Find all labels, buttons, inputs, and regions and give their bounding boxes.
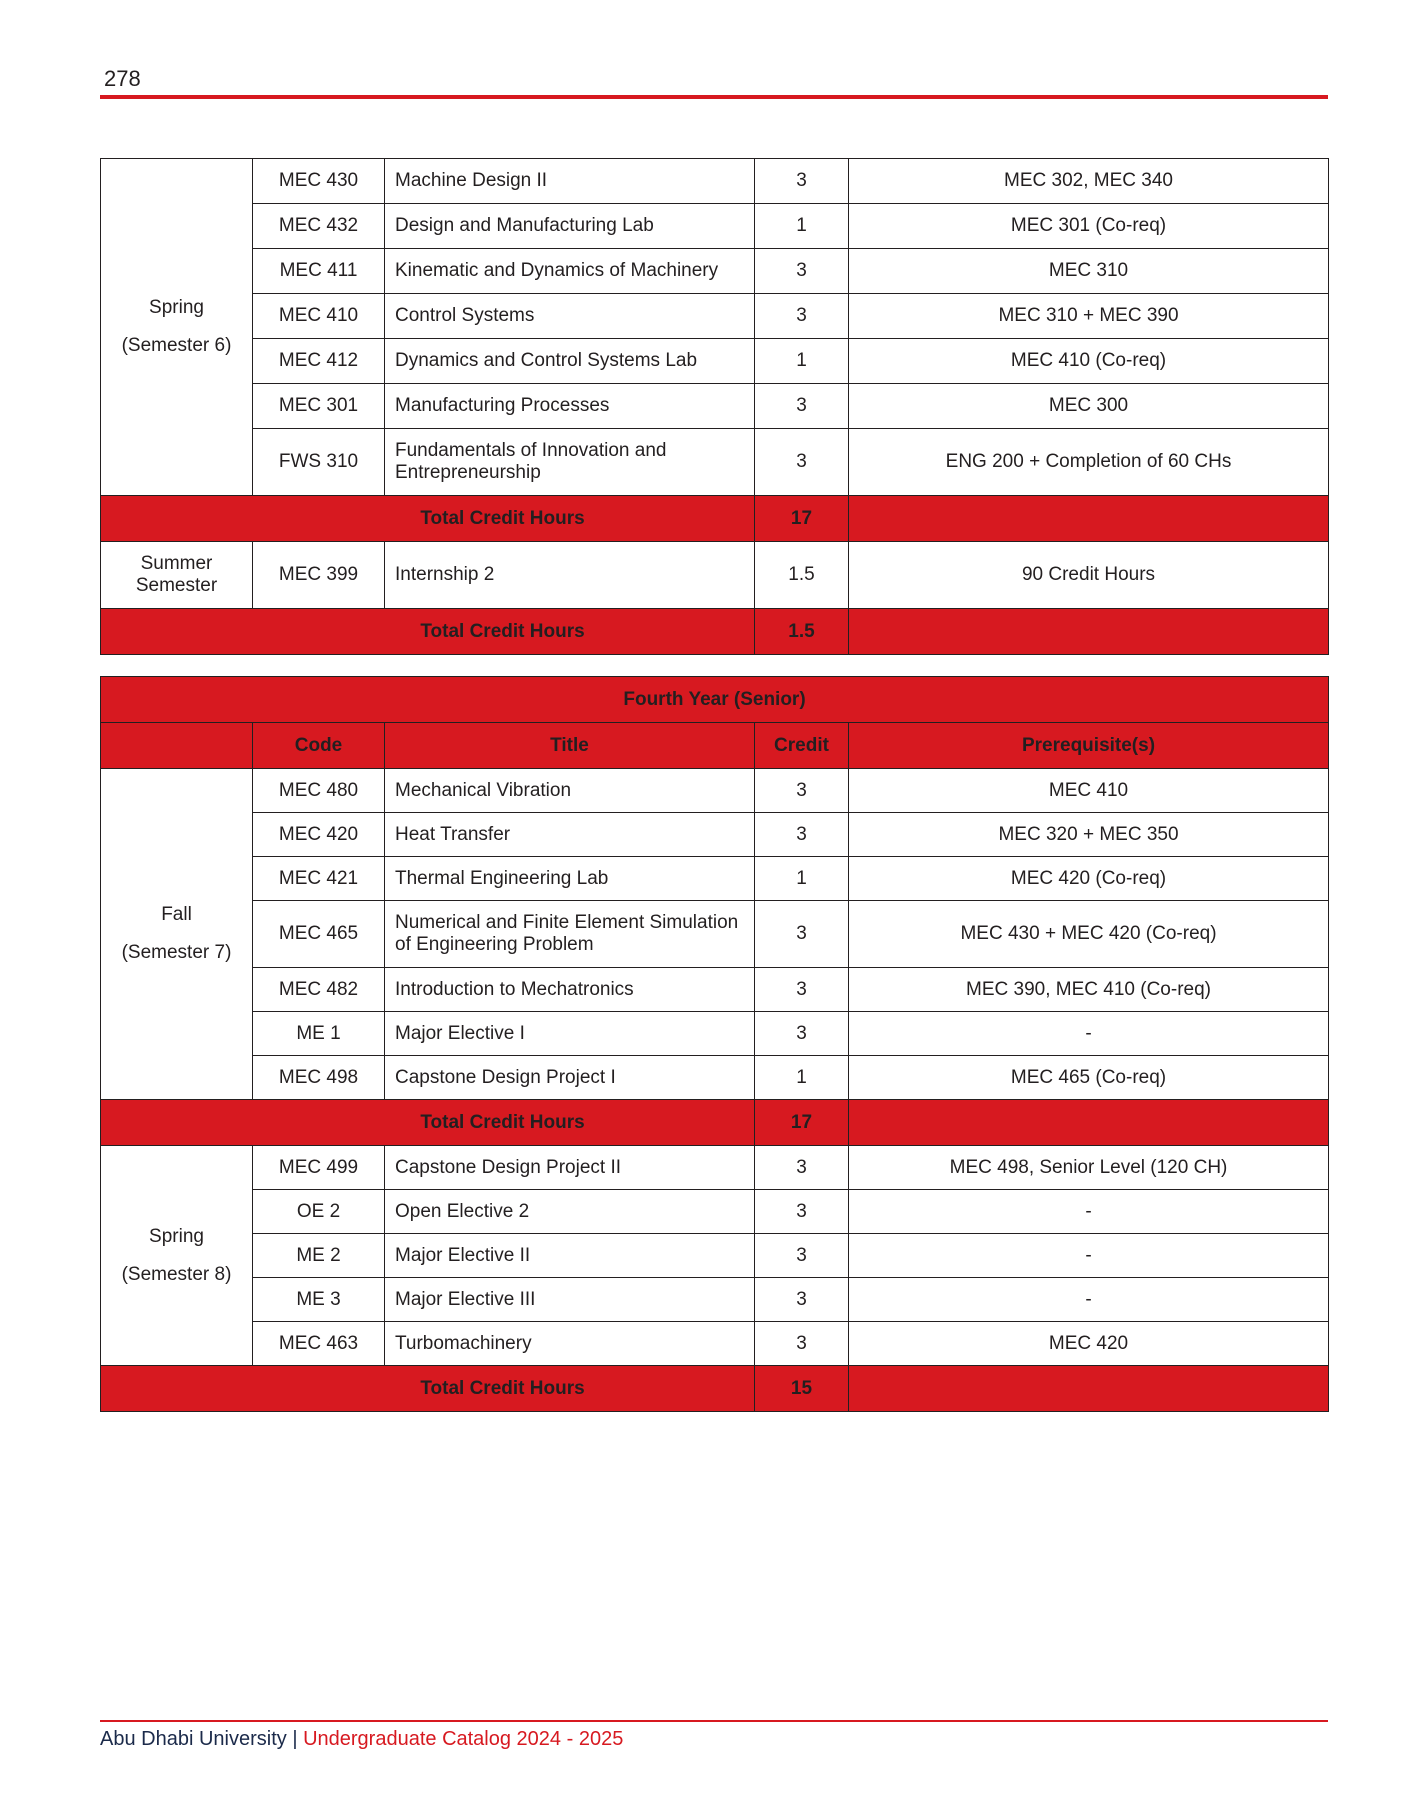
course-title: Turbomachinery [385,1322,755,1366]
year-title-row [101,677,1329,723]
course-code: MEC 301 [253,384,385,429]
course-title: Kinematic and Dynamics of Machinery [385,249,755,294]
footer-catalog: Undergraduate Catalog 2024 - 2025 [303,1728,624,1750]
header-code: Code [253,723,385,769]
course-prereq: MEC 430 + MEC 420 (Co-req) [849,901,1329,968]
total-label: Total Credit Hours [101,496,755,542]
course-prereq: MEC 310 + MEC 390 [849,294,1329,339]
course-prereq: 90 Credit Hours [849,542,1329,609]
course-code: MEC 430 [253,159,385,204]
header-credit: Credit [755,723,849,769]
total-value: 1.5 [755,609,849,655]
course-prereq: MEC 420 (Co-req) [849,857,1329,901]
spring-semester-8-rows [101,1146,1329,1366]
course-title: Thermal Engineering Lab [385,857,755,901]
course-code: MEC 465 [253,901,385,968]
course-prereq: - [849,1278,1329,1322]
course-code: MEC 432 [253,204,385,249]
course-credit: 3 [755,1012,849,1056]
table-row [101,1190,1329,1234]
course-code: MEC 399 [253,542,385,609]
course-title: Mechanical Vibration [385,769,755,813]
course-code: MEC 412 [253,339,385,384]
course-credit: 3 [755,968,849,1012]
course-prereq: MEC 320 + MEC 350 [849,813,1329,857]
table-row [101,159,1329,204]
course-credit: 3 [755,1190,849,1234]
total-row [101,1366,1329,1412]
total-row [101,496,1329,542]
course-prereq: ENG 200 + Completion of 60 CHs [849,429,1329,496]
course-title: Internship 2 [385,542,755,609]
course-prereq: MEC 301 (Co-req) [849,204,1329,249]
course-credit: 1 [755,857,849,901]
course-code: FWS 310 [253,429,385,496]
course-prereq: - [849,1190,1329,1234]
course-title: Dynamics and Control Systems Lab [385,339,755,384]
table-row [101,813,1329,857]
course-prereq: MEC 300 [849,384,1329,429]
course-title: Open Elective 2 [385,1190,755,1234]
semester-label: Spring (Semester 8) [101,1146,253,1366]
total-blank [849,609,1329,655]
total-row [101,609,1329,655]
course-title: Fundamentals of Innovation and Entrepreneurship [385,429,755,496]
table-row [101,1234,1329,1278]
course-title: Design and Manufacturing Lab [385,204,755,249]
course-prereq: MEC 410 [849,769,1329,813]
course-title: Major Elective III [385,1278,755,1322]
header-prereq: Prerequisite(s) [849,723,1329,769]
fall-semester-7-rows [101,769,1329,1100]
course-credit: 3 [755,249,849,294]
table-row [101,857,1329,901]
course-code: ME 3 [253,1278,385,1322]
semester-label: Fall (Semester 7) [101,769,253,1100]
course-code: MEC 411 [253,249,385,294]
course-title: Capstone Design Project II [385,1146,755,1190]
course-code: MEC 498 [253,1056,385,1100]
table-row [101,901,1329,968]
course-code: MEC 499 [253,1146,385,1190]
course-credit: 3 [755,429,849,496]
course-code: ME 1 [253,1012,385,1056]
course-credit: 3 [755,1146,849,1190]
course-prereq: MEC 310 [849,249,1329,294]
course-credit: 3 [755,1322,849,1366]
course-credit: 3 [755,159,849,204]
course-title: Heat Transfer [385,813,755,857]
semester-label: Spring (Semester 6) [101,159,253,496]
course-title: Capstone Design Project I [385,1056,755,1100]
table-row [101,429,1329,496]
total-blank [849,1366,1329,1412]
total-blank [849,496,1329,542]
course-code: OE 2 [253,1190,385,1234]
header-rule [100,95,1328,99]
table-row [101,968,1329,1012]
course-code: MEC 463 [253,1322,385,1366]
course-title: Control Systems [385,294,755,339]
course-title: Manufacturing Processes [385,384,755,429]
fourth-year-table [100,676,1329,1412]
course-credit: 1.5 [755,542,849,609]
course-prereq: MEC 390, MEC 410 (Co-req) [849,968,1329,1012]
course-credit: 1 [755,1056,849,1100]
course-title: Major Elective II [385,1234,755,1278]
footer [100,1728,623,1751]
course-prereq: MEC 420 [849,1322,1329,1366]
course-code: ME 2 [253,1234,385,1278]
third-year-continued-table [100,158,1329,655]
table-row [101,769,1329,813]
footer-university: Abu Dhabi University [100,1728,287,1750]
footer-rule [100,1720,1328,1722]
header-blank [101,723,253,769]
year-title: Fourth Year (Senior) [101,677,1329,723]
course-credit: 3 [755,1234,849,1278]
column-header-row [101,723,1329,769]
table-row [101,1278,1329,1322]
course-code: MEC 410 [253,294,385,339]
course-code: MEC 420 [253,813,385,857]
course-credit: 3 [755,769,849,813]
course-code: MEC 480 [253,769,385,813]
course-prereq: - [849,1012,1329,1056]
course-prereq: MEC 410 (Co-req) [849,339,1329,384]
total-label: Total Credit Hours [101,609,755,655]
page-number: 278 [104,66,141,91]
table-row [101,294,1329,339]
course-code: MEC 421 [253,857,385,901]
course-prereq: - [849,1234,1329,1278]
table-row [101,542,1329,609]
table-row [101,339,1329,384]
course-credit: 3 [755,1278,849,1322]
course-credit: 1 [755,204,849,249]
total-row [101,1100,1329,1146]
course-code: MEC 482 [253,968,385,1012]
course-prereq: MEC 302, MEC 340 [849,159,1329,204]
course-credit: 3 [755,813,849,857]
table-row [101,1012,1329,1056]
course-title: Major Elective I [385,1012,755,1056]
total-label: Total Credit Hours [101,1366,755,1412]
table-row [101,204,1329,249]
footer-separator: | [292,1728,298,1750]
total-value: 17 [755,1100,849,1146]
header-title: Title [385,723,755,769]
course-title: Machine Design II [385,159,755,204]
table-row [101,1056,1329,1100]
total-label: Total Credit Hours [101,1100,755,1146]
course-credit: 1 [755,339,849,384]
course-title: Introduction to Mechatronics [385,968,755,1012]
total-value: 15 [755,1366,849,1412]
course-credit: 3 [755,384,849,429]
spring-semester-6-rows [101,159,1329,496]
total-blank [849,1100,1329,1146]
course-credit: 3 [755,294,849,339]
table-row [101,1322,1329,1366]
table-row [101,384,1329,429]
course-prereq: MEC 465 (Co-req) [849,1056,1329,1100]
total-value: 17 [755,496,849,542]
table-row [101,249,1329,294]
course-title: Numerical and Finite Element Simulation of Engineering Problem [385,901,755,968]
course-prereq: MEC 498, Senior Level (120 CH) [849,1146,1329,1190]
table-row [101,1146,1329,1190]
course-credit: 3 [755,901,849,968]
semester-label: Summer Semester [101,542,253,609]
